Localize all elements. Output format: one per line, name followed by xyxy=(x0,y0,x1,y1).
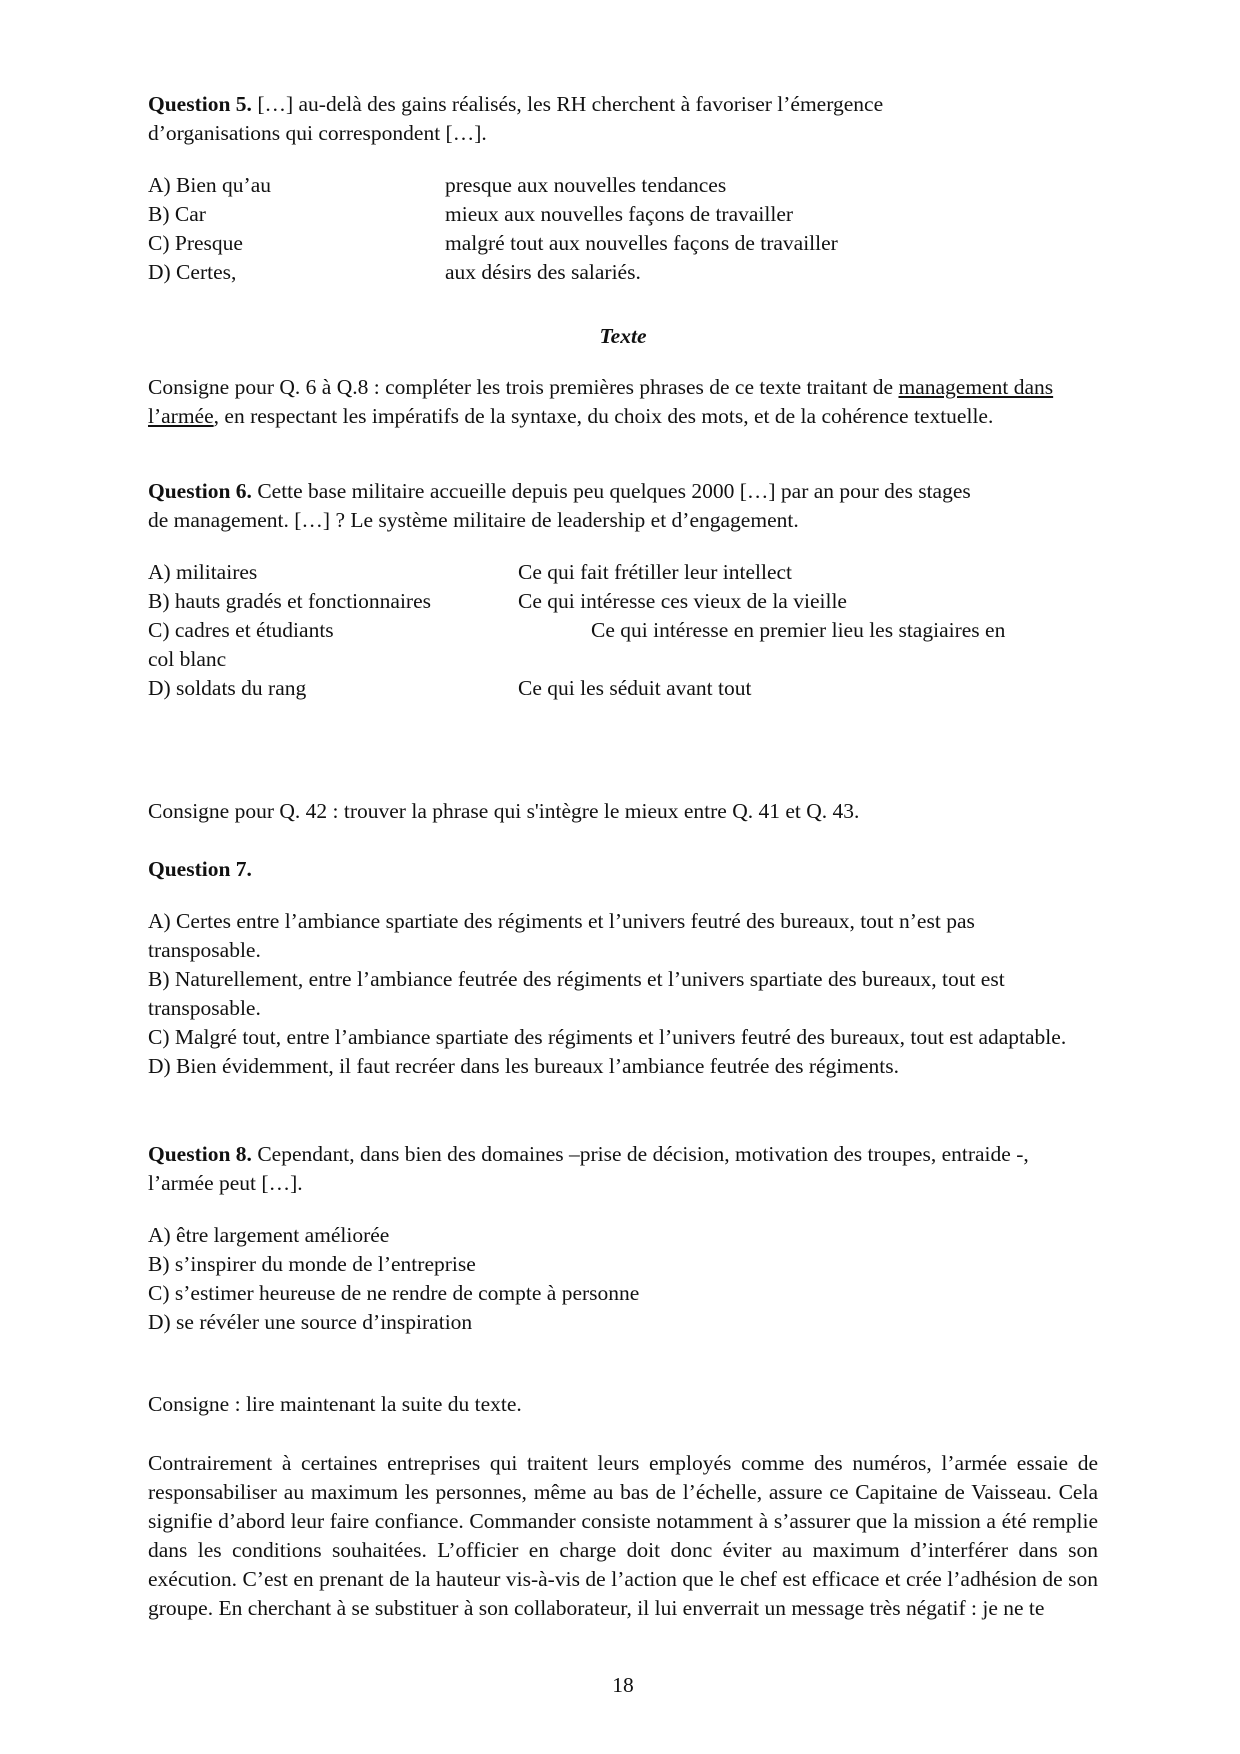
option-text: malgré tout aux nouvelles façons de travailler xyxy=(445,231,838,255)
option-row xyxy=(148,200,1098,229)
option-row xyxy=(148,587,1098,616)
option-text: mieux aux nouvelles façons de travailler xyxy=(445,202,794,226)
question-6 xyxy=(148,477,1098,703)
question-6-stem: Cette base militaire accueille depuis peu quelques 2000 […] par an pour des stages de management. […] ? Le système militaire de leadership et d’engagement. xyxy=(148,479,971,532)
option-label: C) Presque xyxy=(148,231,243,255)
option-item: C) Malgré tout, entre l’ambiance spartiate des régiments et l’univers feutré des bureaux, tout est adaptable. xyxy=(148,1025,1067,1049)
question-6-label: Question 6. xyxy=(148,479,252,503)
question-7 xyxy=(148,855,1098,1081)
question-5-stem: […] au-delà des gains réalisés, les RH cherchent à favoriser l’émergence d’organisations qui correspondent […]. xyxy=(148,92,884,145)
question-7-options xyxy=(148,907,1088,1081)
page-number: 18 xyxy=(612,1673,634,1697)
option-item: B) s’inspirer du monde de l’entreprise xyxy=(148,1252,476,1276)
option-text: presque aux nouvelles tendances xyxy=(445,173,727,197)
question-8-label: Question 8. xyxy=(148,1142,252,1166)
option-item: D) se révéler une source d’inspiration xyxy=(148,1310,473,1334)
option-label: D) soldats du rang xyxy=(148,676,307,700)
question-8-stem: Cependant, dans bien des domaines –prise de décision, motivation des troupes, entraide -, l’armée peut […]. xyxy=(148,1142,1029,1195)
option-label: B) Car xyxy=(148,202,206,226)
option-text: Ce qui intéresse en premier lieu les stagiaires en xyxy=(591,618,1006,642)
option-row-continuation xyxy=(148,645,1098,674)
option-text-continuation: col blanc xyxy=(148,647,227,671)
consigne-text: Consigne pour Q. 6 à Q.8 : compléter les trois premières phrases de ce texte traitant de xyxy=(148,375,899,399)
question-8-options xyxy=(148,1221,1098,1337)
option-label: B) hauts gradés et fonctionnaires xyxy=(148,589,431,613)
option-item: A) être largement améliorée xyxy=(148,1223,390,1247)
question-6-options xyxy=(148,558,1098,703)
reading-passage: Contrairement à certaines entreprises qui traitent leurs employés comme des numéros, l’armée essaie de responsabiliser au maximum les personnes, même au bas de l’échelle, assure ce Capitaine de Vaisseau. Cela signifie d’abord leur faire confiance. Commander consiste notamment à s’assurer que la mission a été remplie dans les conditions souhaitées. L’officier en charge doit donc éviter au maximum d’interférer dans son exécution. C’est en prenant de la hauteur vis-à-vis de l’action que le chef est efficace et crée l’adhésion de son groupe. En cherchant à se substituer à son collaborateur, il lui enverrait un message très négatif : je ne te xyxy=(148,1451,1098,1620)
question-5 xyxy=(148,90,1098,287)
consigne-q42: Consigne pour Q. 42 : trouver la phrase qui s'intègre le mieux entre Q. 41 et Q. 43. xyxy=(148,799,860,823)
option-text: Ce qui intéresse ces vieux de la vieille xyxy=(518,589,847,613)
option-row xyxy=(148,616,1098,645)
consigne-underlined: management dans l’armée xyxy=(148,375,1054,428)
question-5-options xyxy=(148,171,1098,287)
option-row xyxy=(148,229,1098,258)
option-row xyxy=(148,171,1098,200)
consigne-suite: Consigne : lire maintenant la suite du texte. xyxy=(148,1392,522,1416)
option-item: A) Certes entre l’ambiance spartiate des régiments et l’univers feutré des bureaux, tout n’est pas transposable. xyxy=(148,909,975,962)
option-row xyxy=(148,558,1098,587)
option-label: A) militaires xyxy=(148,560,258,584)
section-heading: Texte xyxy=(599,324,647,348)
option-label: D) Certes, xyxy=(148,260,237,284)
option-row xyxy=(148,258,1098,287)
option-label: A) Bien qu’au xyxy=(148,173,271,197)
option-item: C) s’estimer heureuse de ne rendre de compte à personne xyxy=(148,1281,640,1305)
consigne-q6-q8 xyxy=(148,373,1098,431)
question-8 xyxy=(148,1140,1098,1337)
option-item: B) Naturellement, entre l’ambiance feutrée des régiments et l’univers spartiate des bureaux, tout est transposable. xyxy=(148,967,1005,1020)
question-7-label: Question 7. xyxy=(148,857,252,881)
option-label: C) cadres et étudiants xyxy=(148,618,334,642)
option-item: D) Bien évidemment, il faut recréer dans les bureaux l’ambiance feutrée des régiments. xyxy=(148,1054,899,1078)
option-row xyxy=(148,674,1098,703)
question-5-label: Question 5. xyxy=(148,92,252,116)
option-text: Ce qui les séduit avant tout xyxy=(518,676,752,700)
option-text: aux désirs des salariés. xyxy=(445,260,641,284)
option-text: Ce qui fait frétiller leur intellect xyxy=(518,560,793,584)
consigne-text-end: , en respectant les impératifs de la syntaxe, du choix des mots, et de la cohérence textuelle. xyxy=(213,404,994,428)
